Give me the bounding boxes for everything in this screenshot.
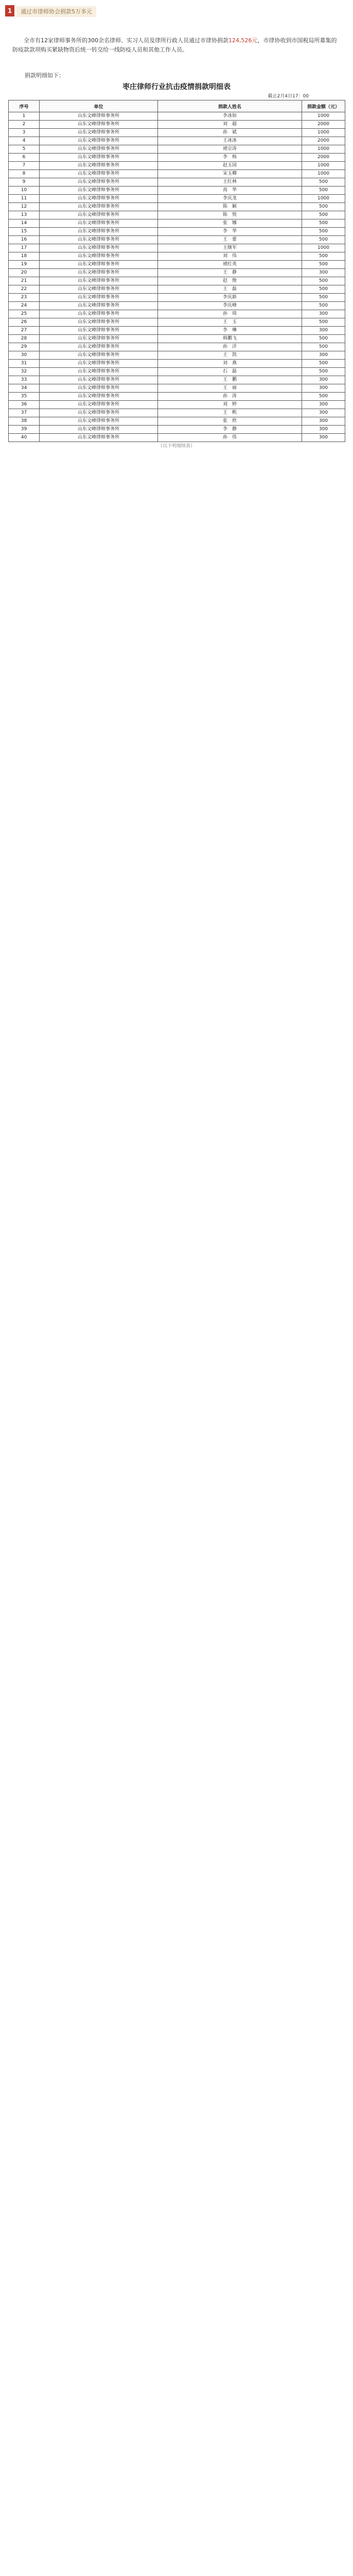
cell-name: 孙 涛 — [158, 393, 302, 401]
cell-unit: 山东文峰律师事务所 — [40, 401, 158, 409]
cell-index: 9 — [9, 178, 40, 187]
cell-name: 王 帆 — [158, 409, 302, 417]
cell-amount: 300 — [302, 351, 345, 360]
col-header-amount: 捐款金额（元） — [302, 100, 345, 112]
cell-name: 张 欣 — [158, 417, 302, 426]
table-row — [9, 335, 345, 343]
cell-index: 2 — [9, 121, 40, 129]
table-row — [9, 368, 345, 376]
cell-index: 31 — [9, 360, 40, 368]
cell-index: 37 — [9, 409, 40, 417]
cell-name: 李 琳 — [158, 327, 302, 335]
cell-unit: 山东文峰律师事务所 — [40, 417, 158, 426]
cell-amount: 300 — [302, 409, 345, 417]
cell-index: 30 — [9, 351, 40, 360]
table-row — [9, 401, 345, 409]
cell-name: 孙 斌 — [158, 129, 302, 137]
cell-unit: 山东文峰律师事务所 — [40, 236, 158, 244]
table-row — [9, 426, 345, 434]
cell-index: 16 — [9, 236, 40, 244]
cell-unit: 山东文峰律师事务所 — [40, 368, 158, 376]
cell-unit: 山东文峰律师事务所 — [40, 211, 158, 219]
cell-amount: 1000 — [302, 162, 345, 170]
cell-unit: 山东文峰律师事务所 — [40, 261, 158, 269]
intro-amount: 124,526元 — [228, 37, 258, 44]
table-row — [9, 121, 345, 129]
cell-name: 高 华 — [158, 187, 302, 195]
cell-amount: 500 — [302, 211, 345, 219]
cell-amount: 500 — [302, 219, 345, 228]
cell-name: 李庆新 — [158, 294, 302, 302]
cell-index: 8 — [9, 170, 40, 178]
cell-amount: 1000 — [302, 129, 345, 137]
table-row — [9, 112, 345, 121]
cell-index: 14 — [9, 219, 40, 228]
cell-unit: 山东文峰律师事务所 — [40, 335, 158, 343]
cell-amount: 500 — [302, 393, 345, 401]
cell-amount: 1000 — [302, 145, 345, 154]
cell-name: 孙 伟 — [158, 434, 302, 442]
cell-amount: 300 — [302, 426, 345, 434]
cell-amount: 500 — [302, 360, 345, 368]
table-row — [9, 162, 345, 170]
cell-index: 17 — [9, 244, 40, 252]
cell-amount: 500 — [302, 343, 345, 351]
table-row — [9, 195, 345, 203]
table-row — [9, 187, 345, 195]
cell-amount: 500 — [302, 294, 345, 302]
table-row — [9, 261, 345, 269]
cell-amount: 300 — [302, 310, 345, 318]
table-row — [9, 228, 345, 236]
cell-unit: 山东文峰律师事务所 — [40, 302, 158, 310]
intro-paragraph — [12, 36, 342, 55]
col-header-unit: 单位 — [40, 100, 158, 112]
cell-index: 13 — [9, 211, 40, 219]
cell-amount: 500 — [302, 236, 345, 244]
cell-index: 12 — [9, 203, 40, 211]
donation-document — [8, 81, 345, 449]
cell-amount: 500 — [302, 228, 345, 236]
cell-index: 25 — [9, 310, 40, 318]
cell-index: 22 — [9, 285, 40, 294]
cell-unit: 山东文峰律师事务所 — [40, 178, 158, 187]
cell-name: 褚宗涛 — [158, 145, 302, 154]
cell-index: 3 — [9, 129, 40, 137]
section-title: 通过市律师协会捐款5万多元 — [16, 6, 96, 17]
cell-amount: 500 — [302, 335, 345, 343]
cell-index: 6 — [9, 154, 40, 162]
table-row — [9, 170, 345, 178]
cell-unit: 山东文峰律师事务所 — [40, 384, 158, 393]
table-row — [9, 360, 345, 368]
cell-name: 王 玉 — [158, 318, 302, 327]
cell-name: 王 凯 — [158, 351, 302, 360]
cell-index: 1 — [9, 112, 40, 121]
cell-index: 7 — [9, 162, 40, 170]
cell-amount: 300 — [302, 401, 345, 409]
cell-unit: 山东文峰律师事务所 — [40, 137, 158, 145]
cell-index: 18 — [9, 252, 40, 261]
cell-name: 王 静 — [158, 269, 302, 277]
cell-amount: 1000 — [302, 170, 345, 178]
table-row — [9, 417, 345, 426]
cell-unit: 山东文峰律师事务所 — [40, 252, 158, 261]
cell-unit: 山东文峰律师事务所 — [40, 426, 158, 434]
intro-greeting: 捐款明细如下： — [25, 72, 64, 79]
table-row — [9, 154, 345, 162]
document-subtitle: 截止2月4日17：00 — [268, 94, 309, 99]
cell-unit: 山东文峰律师事务所 — [40, 343, 158, 351]
cell-name: 刘 伟 — [158, 252, 302, 261]
table-row — [9, 327, 345, 335]
cell-unit: 山东文峰律师事务所 — [40, 129, 158, 137]
cell-unit: 山东文峰律师事务所 — [40, 112, 158, 121]
cell-amount: 500 — [302, 252, 345, 261]
cell-name: 王 鹏 — [158, 376, 302, 384]
cell-unit: 山东文峰律师事务所 — [40, 154, 158, 162]
cell-unit: 山东文峰律师事务所 — [40, 277, 158, 285]
cell-index: 27 — [9, 327, 40, 335]
cell-amount: 1000 — [302, 112, 345, 121]
cell-name: 刘 燕 — [158, 360, 302, 368]
donation-table — [8, 100, 345, 442]
cell-name: 王红林 — [158, 178, 302, 187]
intro-text-a: 全市有12家律师事务所的300余名律师、实习人员及律所行政人员通过市律协捐款 — [24, 37, 228, 44]
cell-unit: 山东文峰律师事务所 — [40, 121, 158, 129]
table-row — [9, 351, 345, 360]
cell-name: 刘 婷 — [158, 401, 302, 409]
cell-name: 赵玉国 — [158, 162, 302, 170]
cell-amount: 300 — [302, 269, 345, 277]
cell-amount: 300 — [302, 434, 345, 442]
table-row — [9, 129, 345, 137]
cell-index: 10 — [9, 187, 40, 195]
table-row — [9, 211, 345, 219]
cell-unit: 山东文峰律师事务所 — [40, 162, 158, 170]
cell-unit: 山东文峰律师事务所 — [40, 219, 158, 228]
cell-index: 20 — [9, 269, 40, 277]
table-row — [9, 244, 345, 252]
cell-index: 19 — [9, 261, 40, 269]
cell-name: 李庆龙 — [158, 195, 302, 203]
table-row — [9, 219, 345, 228]
table-row — [9, 203, 345, 211]
table-row — [9, 393, 345, 401]
intro-text-b: ，市律协收到市国税局所募集的防疫款款项购买紧缺物资后统一转交给一线防疫人员和其他工作人员。 — [12, 37, 337, 53]
table-row — [9, 376, 345, 384]
table-row — [9, 434, 345, 442]
table-row — [9, 277, 345, 285]
cell-index: 33 — [9, 376, 40, 384]
cell-amount: 500 — [302, 318, 345, 327]
table-row — [9, 318, 345, 327]
cell-unit: 山东文峰律师事务所 — [40, 409, 158, 417]
cell-unit: 山东文峰律师事务所 — [40, 170, 158, 178]
col-header-index: 序号 — [9, 100, 40, 112]
cell-amount: 1000 — [302, 195, 345, 203]
cell-unit: 山东文峰律师事务所 — [40, 376, 158, 384]
cell-unit: 山东文峰律师事务所 — [40, 310, 158, 318]
cell-unit: 山东文峰律师事务所 — [40, 285, 158, 294]
cell-unit: 山东文峰律师事务所 — [40, 244, 158, 252]
cell-index: 39 — [9, 426, 40, 434]
cell-name: 孙 琦 — [158, 310, 302, 318]
article-header — [0, 0, 353, 20]
cell-amount: 1000 — [302, 244, 345, 252]
cell-index: 21 — [9, 277, 40, 285]
table-row — [9, 343, 345, 351]
cell-name: 宋玉卿 — [158, 170, 302, 178]
table-row — [9, 236, 345, 244]
table-row — [9, 145, 345, 154]
cell-unit: 山东文峰律师事务所 — [40, 318, 158, 327]
cell-unit: 山东文峰律师事务所 — [40, 195, 158, 203]
cell-unit: 山东文峰律师事务所 — [40, 351, 158, 360]
cell-name: 王 磊 — [158, 285, 302, 294]
cell-index: 38 — [9, 417, 40, 426]
cell-index: 23 — [9, 294, 40, 302]
cell-index: 35 — [9, 393, 40, 401]
document-title: 枣庄律师行业抗击疫情捐款明细表 — [122, 83, 231, 91]
cell-name: 陈 颖 — [158, 203, 302, 211]
cell-index: 29 — [9, 343, 40, 351]
cell-unit: 山东文峰律师事务所 — [40, 203, 158, 211]
section-number-badge: 1 — [5, 5, 14, 16]
table-row — [9, 178, 345, 187]
cell-unit: 山东文峰律师事务所 — [40, 228, 158, 236]
table-row — [9, 252, 345, 261]
cell-name: 刘 超 — [158, 121, 302, 129]
table-row — [9, 294, 345, 302]
cell-name: 李冰如 — [158, 112, 302, 121]
cell-index: 32 — [9, 368, 40, 376]
cell-name: 李 杨 — [158, 154, 302, 162]
col-header-name: 捐款人姓名 — [158, 100, 302, 112]
table-row — [9, 137, 345, 145]
cell-unit: 山东文峰律师事务所 — [40, 393, 158, 401]
cell-amount: 500 — [302, 261, 345, 269]
cell-name: 李 静 — [158, 426, 302, 434]
cell-index: 5 — [9, 145, 40, 154]
cell-unit: 山东文峰律师事务所 — [40, 187, 158, 195]
cell-unit: 山东文峰律师事务所 — [40, 327, 158, 335]
table-row — [9, 269, 345, 277]
table-row — [9, 310, 345, 318]
cell-name: 韩鹏飞 — [158, 335, 302, 343]
cell-amount: 2000 — [302, 154, 345, 162]
cell-name: 陈 悦 — [158, 211, 302, 219]
cell-name: 李庆峰 — [158, 302, 302, 310]
cell-index: 36 — [9, 401, 40, 409]
cell-name: 王 丽 — [158, 384, 302, 393]
table-header-row — [9, 100, 345, 112]
cell-amount: 500 — [302, 302, 345, 310]
cell-amount: 500 — [302, 368, 345, 376]
cell-amount: 500 — [302, 203, 345, 211]
cell-amount: 500 — [302, 277, 345, 285]
cell-index: 4 — [9, 137, 40, 145]
cell-unit: 山东文峰律师事务所 — [40, 294, 158, 302]
cell-amount: 500 — [302, 285, 345, 294]
cell-name: 王 蕾 — [158, 236, 302, 244]
cell-name: 王继军 — [158, 244, 302, 252]
cell-index: 34 — [9, 384, 40, 393]
cell-name: 石 磊 — [158, 368, 302, 376]
cell-amount: 2000 — [302, 137, 345, 145]
cell-unit: 山东文峰律师事务所 — [40, 434, 158, 442]
cell-unit: 山东文峰律师事务所 — [40, 145, 158, 154]
table-body — [9, 112, 345, 442]
cell-index: 11 — [9, 195, 40, 203]
table-row — [9, 285, 345, 294]
cell-name: 孙 洋 — [158, 343, 302, 351]
cell-unit: 山东文峰律师事务所 — [40, 269, 158, 277]
cell-name: 褚红英 — [158, 261, 302, 269]
cell-amount: 300 — [302, 417, 345, 426]
cell-amount: 500 — [302, 178, 345, 187]
cell-amount: 500 — [302, 187, 345, 195]
cell-amount: 2000 — [302, 121, 345, 129]
table-row — [9, 409, 345, 417]
cell-name: 张 娜 — [158, 219, 302, 228]
cell-unit: 山东文峰律师事务所 — [40, 360, 158, 368]
cell-name: 李 华 — [158, 228, 302, 236]
continuation-note: （以下明细续表） — [157, 444, 195, 449]
cell-index: 15 — [9, 228, 40, 236]
cell-amount: 300 — [302, 327, 345, 335]
cell-index: 40 — [9, 434, 40, 442]
cell-index: 28 — [9, 335, 40, 343]
cell-index: 24 — [9, 302, 40, 310]
cell-name: 赵 俊 — [158, 277, 302, 285]
cell-name: 王冰冰 — [158, 137, 302, 145]
cell-amount: 300 — [302, 384, 345, 393]
table-row — [9, 302, 345, 310]
cell-amount: 300 — [302, 376, 345, 384]
table-row — [9, 384, 345, 393]
cell-index: 26 — [9, 318, 40, 327]
